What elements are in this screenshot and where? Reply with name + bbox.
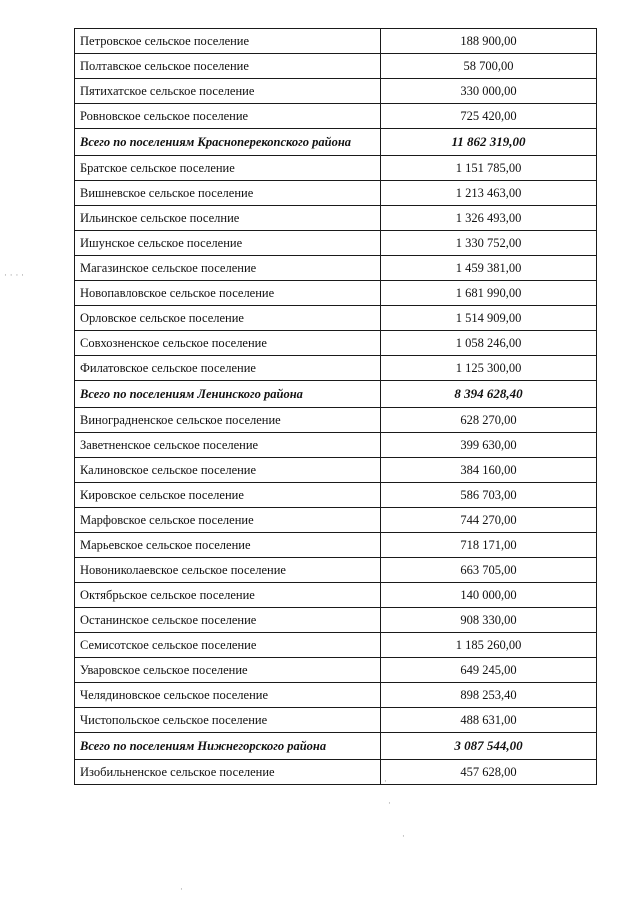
settlement-amount: 898 253,40 [381, 683, 597, 708]
settlement-name: Вишневское сельское поселение [75, 181, 381, 206]
settlement-amount: 718 171,00 [381, 533, 597, 558]
settlement-row [75, 206, 597, 231]
settlement-row [75, 708, 597, 733]
settlement-row [75, 331, 597, 356]
settlement-name: Новониколаевское сельское поселение [75, 558, 381, 583]
settlement-row [75, 558, 597, 583]
district-total-label: Всего по поселениям Нижнегорского района [75, 733, 381, 760]
settlement-row [75, 104, 597, 129]
settlement-amount: 1 213 463,00 [381, 181, 597, 206]
settlements-budget-table [74, 28, 597, 785]
settlement-amount: 1 058 246,00 [381, 331, 597, 356]
settlement-name: Челядиновское сельское поселение [75, 683, 381, 708]
settlement-name: Виноградненское сельское поселение [75, 408, 381, 433]
settlement-name: Марьевское сельское поселение [75, 533, 381, 558]
settlement-name: Новопавловское сельское поселение [75, 281, 381, 306]
settlement-name: Семисотское сельское поселение [75, 633, 381, 658]
settlement-amount: 744 270,00 [381, 508, 597, 533]
settlement-name: Изобильненское сельское поселение [75, 760, 381, 785]
settlement-amount: 1 330 752,00 [381, 231, 597, 256]
settlement-name: Магазинское сельское поселение [75, 256, 381, 281]
settlement-row [75, 608, 597, 633]
settlement-name: Останинское сельское поселение [75, 608, 381, 633]
district-total-row [75, 129, 597, 156]
settlement-amount: 628 270,00 [381, 408, 597, 433]
district-total-row [75, 381, 597, 408]
district-total-label: Всего по поселениям Красноперекопского района [75, 129, 381, 156]
settlement-row [75, 156, 597, 181]
scan-speck: · [402, 832, 405, 842]
settlement-row [75, 29, 597, 54]
settlement-amount: 586 703,00 [381, 483, 597, 508]
settlement-amount: 384 160,00 [381, 458, 597, 483]
settlement-row [75, 760, 597, 785]
settlement-row [75, 483, 597, 508]
settlement-name: Октябрьское сельское поселение [75, 583, 381, 608]
settlement-name: Уваровское сельское поселение [75, 658, 381, 683]
scan-speck: · [388, 799, 391, 809]
settlement-name: Марфовское сельское поселение [75, 508, 381, 533]
settlement-name: Калиновское сельское поселение [75, 458, 381, 483]
settlement-name: Филатовское сельское поселение [75, 356, 381, 381]
settlement-amount: 908 330,00 [381, 608, 597, 633]
settlement-amount: 1 514 909,00 [381, 306, 597, 331]
settlement-amount: 1 326 493,00 [381, 206, 597, 231]
settlement-row [75, 306, 597, 331]
settlement-row [75, 583, 597, 608]
settlement-row [75, 508, 597, 533]
settlement-name: Ильинское сельское поселние [75, 206, 381, 231]
settlement-amount: 58 700,00 [381, 54, 597, 79]
settlement-row [75, 458, 597, 483]
settlement-row [75, 658, 597, 683]
district-total-label: Всего по поселениям Ленинского района [75, 381, 381, 408]
settlement-name: Кировское сельское поселение [75, 483, 381, 508]
settlement-amount: 725 420,00 [381, 104, 597, 129]
settlement-amount: 330 000,00 [381, 79, 597, 104]
district-total-amount: 3 087 544,00 [381, 733, 597, 760]
settlement-row [75, 683, 597, 708]
settlement-amount: 1 185 260,00 [381, 633, 597, 658]
table-body [75, 29, 597, 785]
settlement-amount: 457 628,00 [381, 760, 597, 785]
settlement-row [75, 433, 597, 458]
settlement-amount: 663 705,00 [381, 558, 597, 583]
settlement-amount: 140 000,00 [381, 583, 597, 608]
settlement-row [75, 181, 597, 206]
settlement-row [75, 231, 597, 256]
district-total-row [75, 733, 597, 760]
scan-speck: · [180, 885, 183, 895]
settlement-amount: 1 151 785,00 [381, 156, 597, 181]
settlement-amount: 1 459 381,00 [381, 256, 597, 281]
settlement-name: Чистопольское сельское поселение [75, 708, 381, 733]
settlement-name: Орловское сельское поселение [75, 306, 381, 331]
settlement-name: Петровское сельское поселение [75, 29, 381, 54]
settlement-amount: 649 245,00 [381, 658, 597, 683]
settlement-name: Ишунское сельское поселение [75, 231, 381, 256]
settlement-row [75, 356, 597, 381]
settlement-row [75, 79, 597, 104]
settlement-name: Совхозненское сельское поселение [75, 331, 381, 356]
settlement-row [75, 633, 597, 658]
settlement-name: Заветненское сельское поселение [75, 433, 381, 458]
settlement-name: Полтавское сельское поселение [75, 54, 381, 79]
settlement-amount: 1 125 300,00 [381, 356, 597, 381]
scan-speck: · [384, 777, 387, 787]
settlement-row [75, 281, 597, 306]
settlement-row [75, 533, 597, 558]
scan-speck: · · · · [4, 271, 25, 281]
settlement-row [75, 256, 597, 281]
settlement-row [75, 408, 597, 433]
settlement-name: Пятихатское сельское поселение [75, 79, 381, 104]
settlement-amount: 488 631,00 [381, 708, 597, 733]
settlement-name: Ровновское сельское поселение [75, 104, 381, 129]
district-total-amount: 8 394 628,40 [381, 381, 597, 408]
settlement-amount: 399 630,00 [381, 433, 597, 458]
district-total-amount: 11 862 319,00 [381, 129, 597, 156]
settlement-row [75, 54, 597, 79]
settlement-amount: 188 900,00 [381, 29, 597, 54]
settlement-amount: 1 681 990,00 [381, 281, 597, 306]
settlement-name: Братское сельское поселение [75, 156, 381, 181]
